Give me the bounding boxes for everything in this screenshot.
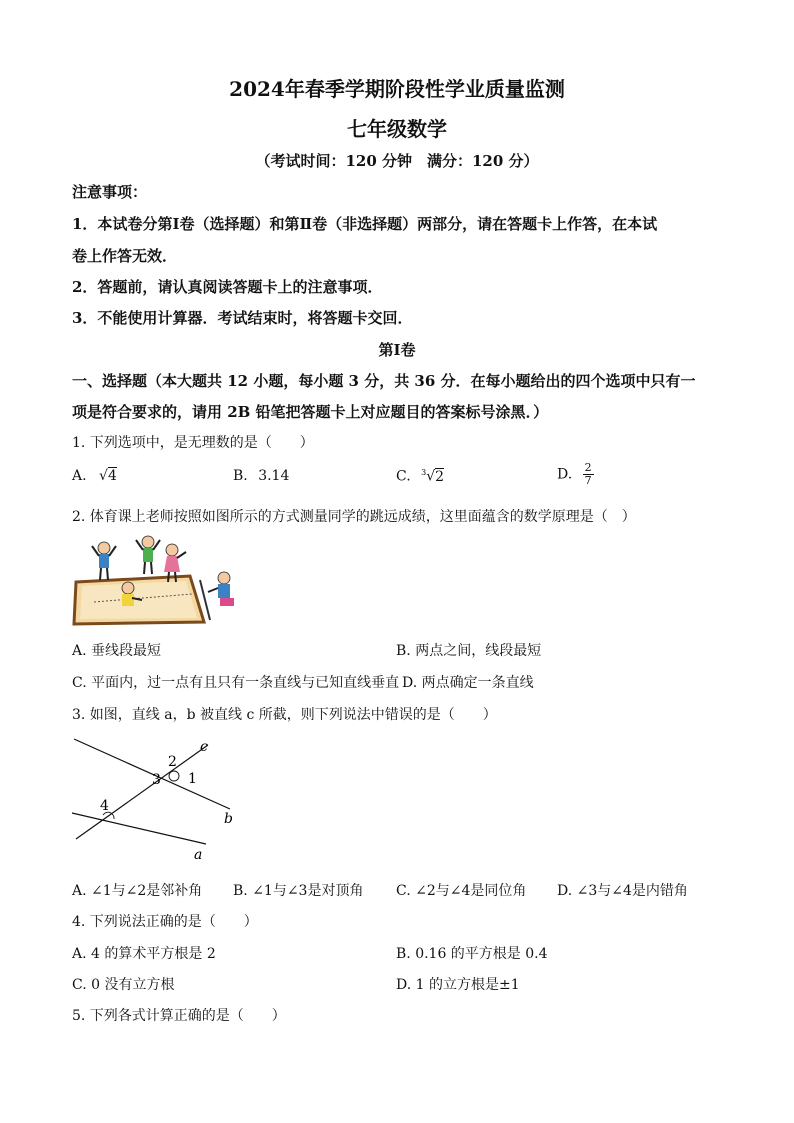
line-c [76, 745, 208, 839]
child-body [99, 554, 109, 568]
transversal-figure [68, 733, 248, 863]
note-item-1-cont: 卷上作答无效． [72, 247, 178, 265]
q5-stem: 5. 下列各式计算正确的是（ ） [72, 1008, 286, 1024]
section-name: 第Ⅰ卷 [378, 341, 416, 359]
child-head [166, 544, 178, 556]
note-item-2: 2．答题前，请认真阅读答题卡上的注意事项． [72, 278, 383, 296]
q3-option-b: B. ∠1与∠3是对顶角 [233, 883, 364, 899]
line-a [72, 813, 206, 844]
child-body [143, 548, 153, 562]
angle-arc [169, 771, 179, 781]
child-leg [144, 562, 145, 574]
label-c: c [200, 739, 208, 755]
q4-stem: 4. 下列说法正确的是（ ） [72, 914, 258, 930]
cube-root-icon: $^3$√2 [421, 468, 445, 485]
q4-option-d: D. 1 的立方根是±1 [396, 977, 520, 993]
child-body [218, 584, 230, 598]
q3-option-a: A. ∠1与∠2是邻补角 [72, 883, 203, 899]
exam-title: 2024年春季学期阶段性学业质量监测 [229, 77, 565, 101]
q4-option-c: C. 0 没有立方根 [72, 977, 175, 993]
label-a: a [194, 847, 203, 863]
q1-option-b: B. 3.14 [233, 468, 290, 484]
child-leg [107, 568, 108, 580]
sqrt-icon: √4 [99, 468, 117, 484]
note-item-1: 1．本试卷分第Ⅰ卷（选择题）和第Ⅱ卷（非选择题）两部分，请在答题卡上作答，在本试 [72, 215, 658, 233]
exam-info: （考试时间：120 分钟 满分：120 分） [255, 152, 539, 170]
label-b: b [224, 811, 233, 827]
q3-option-d: D. ∠3与∠4是内错角 [557, 883, 688, 899]
q2-stem: 2. 体育课上老师按照如图所示的方式测量同学的跳远成绩，这里面蕴含的数学原理是（ ） [72, 509, 636, 525]
child-arm [208, 588, 218, 592]
child-leg [151, 562, 152, 574]
child-leg [100, 568, 101, 580]
q1-option-d: D. $\frac{2}{7}$ [557, 461, 592, 487]
child-legs [220, 598, 234, 606]
subject-title: 七年级数学 [347, 117, 447, 141]
child-arm [177, 552, 186, 558]
q1-option-a: A. √4 [72, 468, 117, 484]
child-leg [168, 572, 169, 582]
label-angle-3: 3 [152, 772, 161, 788]
q4-option-a: A. 4 的算术平方根是 2 [72, 946, 216, 962]
note-item-3: 3．不能使用计算器．考试结束时，将答题卡交回． [72, 309, 413, 327]
child-head [142, 536, 154, 548]
q1-option-c: C. $^3$√2 [396, 468, 445, 485]
q1-stem: 1. 下列选项中，是无理数的是（ ） [72, 435, 314, 451]
section-intro: 一、选择题（本大题共 12 小题，每小题 3 分，共 36 分．在每小题给出的四个选项中只有一 [72, 372, 696, 390]
child-head [98, 542, 110, 554]
label-angle-1: 1 [188, 771, 197, 787]
q2-option-c: C. 平面内，过一点有且只有一条直线与已知直线垂直 [72, 675, 400, 691]
label-angle-2: 2 [168, 754, 177, 770]
q3-stem: 3. 如图，直线 a，b 被直线 c 所截，则下列说法中错误的是（ ） [72, 707, 497, 723]
section-intro-cont: 项是符合要求的，请用 2B 铅笔把答题卡上对应题目的答案标号涂黑．） [72, 403, 549, 421]
q2-option-a: A. 垂线段最短 [72, 643, 162, 659]
fraction: $\frac{2}{7}$ [584, 461, 592, 487]
child-leg [175, 572, 176, 582]
q3-option-c: C. ∠2与∠4是同位角 [396, 883, 527, 899]
long-jump-illustration [72, 532, 248, 628]
child-head [122, 582, 134, 594]
q4-option-b: B. 0.16 的平方根是 0.4 [396, 946, 548, 962]
child-body [122, 594, 134, 606]
label-angle-4: 4 [100, 798, 109, 814]
notes-heading: 注意事项： [72, 183, 148, 201]
q2-option-d: D. 两点确定一条直线 [402, 675, 534, 691]
child-head [218, 572, 230, 584]
q2-option-b: B. 两点之间，线段最短 [396, 643, 542, 659]
